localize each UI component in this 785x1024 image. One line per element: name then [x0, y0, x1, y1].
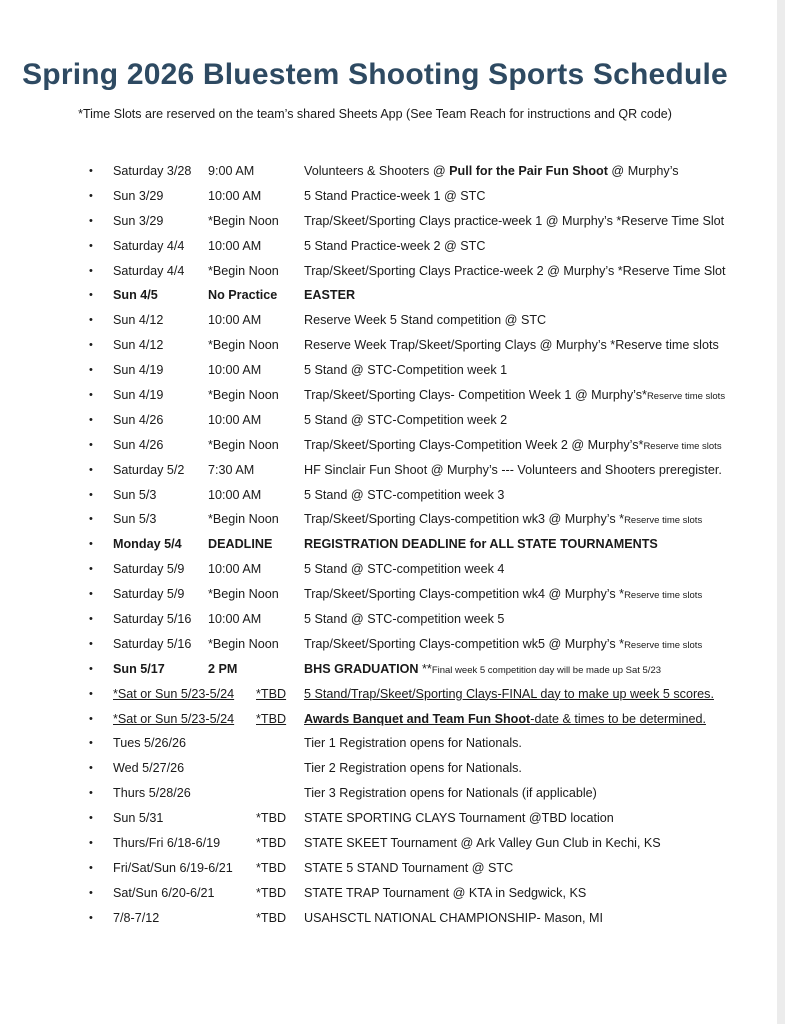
- row-description-note: Reserve time slots: [624, 515, 703, 527]
- row-time: *Begin Noon: [208, 388, 279, 403]
- row-date: Saturday 5/9: [113, 562, 185, 577]
- row-description-text: Trap/Skeet/Sporting Clays-competition wk5 @ Murphy’s *: [304, 636, 625, 651]
- schedule-row: [0, 707, 780, 732]
- row-time: 10:00 AM: [208, 363, 262, 378]
- row-date: Sun 3/29: [113, 213, 164, 228]
- row-time: *Begin Noon: [208, 437, 279, 452]
- row-description-text: Trap/Skeet/Sporting Clays-competition wk3 @ Murphy’s *: [304, 512, 625, 527]
- schedule-row: [0, 831, 780, 856]
- row-time: 2 PM: [208, 661, 238, 676]
- row-date: Saturday 5/9: [113, 587, 185, 602]
- schedule-row: [0, 458, 780, 483]
- row-description: [304, 458, 722, 483]
- schedule-row: [0, 632, 780, 657]
- bullet-icon: •: [89, 189, 93, 202]
- schedule-row: [0, 483, 780, 508]
- bullet-icon: •: [89, 214, 93, 227]
- schedule-row: [0, 582, 780, 607]
- page-subtitle: *Time Slots are reserved on the team’s shared Sheets App (See Team Reach for instructions and QR code): [78, 107, 672, 121]
- schedule-row: [0, 308, 780, 333]
- row-description-note: Final week 5 competition day will be made up Sat 5/23: [431, 664, 662, 676]
- schedule-row: [0, 234, 780, 259]
- bullet-icon: •: [89, 911, 93, 924]
- row-date: Sun 3/29: [113, 188, 164, 203]
- row-date: Sun 5/31: [113, 811, 164, 826]
- row-date: Sun 4/12: [113, 313, 164, 328]
- row-description-text: Tier 3 Registration opens for Nationals (if applicable): [304, 786, 597, 801]
- row-date: Wed 5/27/26: [113, 761, 185, 776]
- row-description-bold: Pull for the Pair Fun Shoot: [449, 164, 608, 178]
- row-time: *TBD: [256, 711, 287, 726]
- row-date: Saturday 5/16: [113, 636, 192, 651]
- row-date: Thurs 5/28/26: [113, 786, 191, 801]
- bullet-icon: •: [89, 662, 93, 675]
- bullet-icon: •: [89, 812, 93, 825]
- row-description-text: 5 Stand/Trap/Skeet/Sporting Clays-FINAL day to make up week 5 scores.: [304, 686, 714, 701]
- row-description-note: Reserve time slots: [646, 391, 726, 403]
- row-description: [304, 283, 355, 308]
- row-description-text: Trap/Skeet/Sporting Clays- Competition Week 1 @ Murphy’s*: [304, 388, 647, 403]
- row-description-text: Trap/Skeet/Sporting Clays-competition wk4 @ Murphy’s *: [304, 587, 625, 602]
- row-description-text: Volunteers & Shooters @: [304, 164, 450, 178]
- row-time: 10:00 AM: [208, 612, 262, 627]
- schedule-row: [0, 259, 780, 284]
- schedule-row: [0, 159, 780, 184]
- row-date: 7/8-7/12: [113, 910, 160, 925]
- row-description-text: 5 Stand @ STC-competition week 3: [304, 487, 505, 502]
- schedule-row: [0, 333, 780, 358]
- row-date: Sun 5/17: [113, 661, 165, 676]
- bullet-icon: •: [89, 463, 93, 476]
- row-date: Saturday 4/4: [113, 238, 185, 253]
- row-date: Fri/Sat/Sun 6/19-6/21: [113, 860, 233, 875]
- row-description: [304, 507, 702, 534]
- bullet-icon: •: [89, 165, 93, 177]
- bullet-icon: •: [89, 588, 93, 601]
- row-description-text: STATE SPORTING CLAYS Tournament @TBD location: [304, 811, 614, 826]
- row-description-after: **: [422, 661, 432, 676]
- row-description: [304, 756, 522, 781]
- schedule-row: [0, 781, 780, 806]
- row-date: Tues 5/26/26: [113, 736, 187, 751]
- row-description: [304, 682, 714, 707]
- row-description: [304, 209, 724, 234]
- bullet-icon: •: [89, 712, 93, 725]
- row-date: *Sat or Sun 5/23-5/24: [113, 711, 235, 726]
- bullet-icon: •: [89, 513, 93, 526]
- row-description: [304, 408, 507, 433]
- row-date: Monday 5/4: [113, 537, 182, 552]
- row-date: Saturday 3/28: [113, 164, 192, 178]
- row-time: 10:00 AM: [208, 238, 262, 253]
- row-time: 10:00 AM: [208, 188, 262, 203]
- row-time: No Practice: [208, 288, 278, 303]
- schedule-row: [0, 657, 780, 682]
- row-description-text: EASTER: [304, 288, 356, 303]
- schedule-row: [0, 557, 780, 582]
- bullet-icon: •: [89, 563, 93, 576]
- bullet-icon: •: [89, 389, 93, 402]
- row-description: [304, 881, 586, 906]
- schedule-row: [0, 507, 780, 532]
- row-description: [304, 632, 702, 659]
- row-description: [304, 831, 661, 856]
- row-description-bold: Awards Banquet and Team Fun Shoot: [304, 711, 531, 726]
- schedule-row: [0, 408, 780, 433]
- row-description: [304, 731, 522, 756]
- row-date: Sun 4/5: [113, 288, 158, 303]
- row-description: [304, 358, 507, 383]
- row-description: [304, 159, 679, 184]
- row-description: [304, 483, 504, 508]
- row-description-text: STATE SKEET Tournament @ Ark Valley Gun Club in Kechi, KS: [304, 836, 661, 851]
- row-time: *TBD: [256, 860, 287, 875]
- bullet-icon: •: [89, 339, 93, 352]
- schedule-row: [0, 856, 780, 881]
- row-date: Sun 4/19: [113, 363, 164, 378]
- row-date: Sun 4/26: [113, 437, 164, 452]
- bullet-icon: •: [89, 787, 93, 800]
- row-time: *Begin Noon: [208, 512, 279, 527]
- bullet-icon: •: [89, 762, 93, 775]
- row-time: *TBD: [256, 686, 287, 701]
- row-description-text: 5 Stand @ STC-Competition week 2: [304, 412, 508, 427]
- row-date: Saturday 5/16: [113, 612, 192, 627]
- row-description-after: -date & times to be determined.: [530, 711, 706, 726]
- schedule-row: [0, 607, 780, 632]
- bullet-icon: •: [89, 413, 93, 426]
- bullet-icon: •: [89, 687, 93, 700]
- schedule-row: [0, 358, 780, 383]
- row-description-text: Trap/Skeet/Sporting Clays-Competition Week 2 @ Murphy’s*: [304, 437, 644, 452]
- bullet-icon: •: [89, 861, 93, 874]
- row-time: *Begin Noon: [208, 587, 279, 602]
- row-time: 10:00 AM: [208, 562, 262, 577]
- schedule-row: [0, 209, 780, 234]
- row-description-text: 5 Stand @ STC-Competition week 1: [304, 363, 508, 378]
- schedule-row: [0, 184, 780, 209]
- row-description-text: Tier 1 Registration opens for Nationals.: [304, 736, 522, 751]
- row-description: [304, 532, 658, 557]
- row-time: *Begin Noon: [208, 263, 279, 278]
- row-time: *Begin Noon: [208, 338, 279, 353]
- row-description-text: 5 Stand @ STC-competition week 4: [304, 562, 505, 577]
- row-time: 7:30 AM: [208, 462, 255, 477]
- schedule-row: [0, 881, 780, 906]
- row-time: 10:00 AM: [208, 313, 262, 328]
- schedule-row: [0, 756, 780, 781]
- row-description-text: STATE 5 STAND Tournament @ STC: [304, 860, 514, 875]
- row-description-text: USAHSCTL NATIONAL CHAMPIONSHIP- Mason, MI: [304, 910, 604, 925]
- row-date: Saturday 4/4: [113, 263, 185, 278]
- row-description-text: REGISTRATION DEADLINE for ALL STATE TOURNAMENTS: [304, 537, 658, 552]
- row-date: Sun 4/19: [113, 388, 164, 403]
- row-description-note: Reserve time slots: [643, 440, 722, 452]
- bullet-icon: •: [89, 314, 93, 327]
- row-date: Thurs/Fri 6/18-6/19: [113, 836, 221, 851]
- row-description: [304, 582, 702, 609]
- row-description-text: 5 Stand @ STC-competition week 5: [304, 612, 505, 627]
- schedule-row: [0, 906, 780, 931]
- bullet-icon: •: [89, 488, 93, 501]
- row-description: [304, 781, 597, 806]
- row-description: [304, 308, 546, 333]
- row-date: *Sat or Sun 5/23-5/24: [113, 686, 235, 701]
- row-description-text: Reserve Week Trap/Skeet/Sporting Clays @ Murphy’s *Reserve time slots: [304, 338, 719, 353]
- row-description-note: Reserve time slots: [624, 639, 703, 651]
- row-time: *TBD: [256, 910, 287, 925]
- bullet-icon: •: [89, 837, 93, 850]
- row-description-text: HF Sinclair Fun Shoot @ Murphy’s --- Volunteers and Shooters preregister.: [304, 462, 722, 477]
- row-date: Sun 5/3: [113, 512, 157, 527]
- row-description-text: Tier 2 Registration opens for Nationals.: [304, 761, 522, 776]
- bullet-icon: •: [89, 364, 93, 377]
- row-date: Sun 4/26: [113, 412, 164, 427]
- row-description-note: Reserve time slots: [624, 590, 703, 602]
- bullet-icon: •: [89, 637, 93, 650]
- page-title: Spring 2026 Bluestem Shooting Sports Schedule: [22, 58, 728, 91]
- bullet-icon: •: [89, 264, 93, 277]
- row-description-text: BHS GRADUATION: [304, 661, 423, 676]
- bullet-icon: •: [89, 239, 93, 252]
- row-description: [304, 906, 603, 931]
- schedule-row: [0, 682, 780, 707]
- row-time: 10:00 AM: [208, 412, 262, 427]
- row-description: [304, 433, 722, 460]
- row-description: [304, 333, 719, 358]
- row-description: [304, 184, 485, 209]
- row-description-text: STATE TRAP Tournament @ KTA in Sedgwick, KS: [304, 885, 587, 900]
- bullet-icon: •: [89, 613, 93, 626]
- row-description: [304, 707, 706, 732]
- row-description-text: Trap/Skeet/Sporting Clays Practice-week 2 @ Murphy’s *Reserve Time Slot: [304, 263, 726, 278]
- row-time: 9:00 AM: [208, 164, 255, 178]
- row-date: Sun 5/3: [113, 487, 157, 502]
- row-time: *TBD: [256, 885, 287, 900]
- schedule-row: [0, 383, 780, 408]
- bullet-icon: •: [89, 538, 93, 551]
- row-time: 10:00 AM: [208, 487, 262, 502]
- row-description-text: Trap/Skeet/Sporting Clays practice-week 1 @ Murphy’s *Reserve Time Slot: [304, 213, 725, 228]
- schedule-list: [0, 159, 780, 931]
- schedule-row: [0, 532, 780, 557]
- row-description: [304, 557, 504, 582]
- row-date: Saturday 5/2: [113, 462, 185, 477]
- schedule-row: [0, 433, 780, 458]
- row-time: DEADLINE: [208, 537, 273, 552]
- row-date: Sat/Sun 6/20-6/21: [113, 885, 215, 900]
- row-description: [304, 657, 661, 684]
- row-time: *TBD: [256, 836, 287, 851]
- row-description: [304, 383, 725, 410]
- row-description-text: 5 Stand Practice-week 1 @ STC: [304, 188, 486, 203]
- schedule-row: [0, 283, 780, 308]
- row-description: [304, 607, 504, 632]
- row-description: [304, 259, 726, 284]
- row-date: Sun 4/12: [113, 338, 164, 353]
- row-description: [304, 856, 513, 881]
- schedule-row: [0, 731, 780, 756]
- row-description-after: @ Murphy’s: [607, 164, 679, 178]
- row-time: *Begin Noon: [208, 636, 279, 651]
- bullet-icon: •: [89, 886, 93, 899]
- schedule-row: [0, 806, 780, 831]
- bullet-icon: •: [89, 737, 93, 750]
- row-time: *TBD: [256, 811, 287, 826]
- row-description: [304, 234, 485, 259]
- row-time: *Begin Noon: [208, 213, 279, 228]
- bullet-icon: •: [89, 289, 93, 302]
- row-description-text: 5 Stand Practice-week 2 @ STC: [304, 238, 486, 253]
- row-description-text: Reserve Week 5 Stand competition @ STC: [304, 313, 547, 328]
- bullet-icon: •: [89, 438, 93, 451]
- row-description: [304, 806, 614, 831]
